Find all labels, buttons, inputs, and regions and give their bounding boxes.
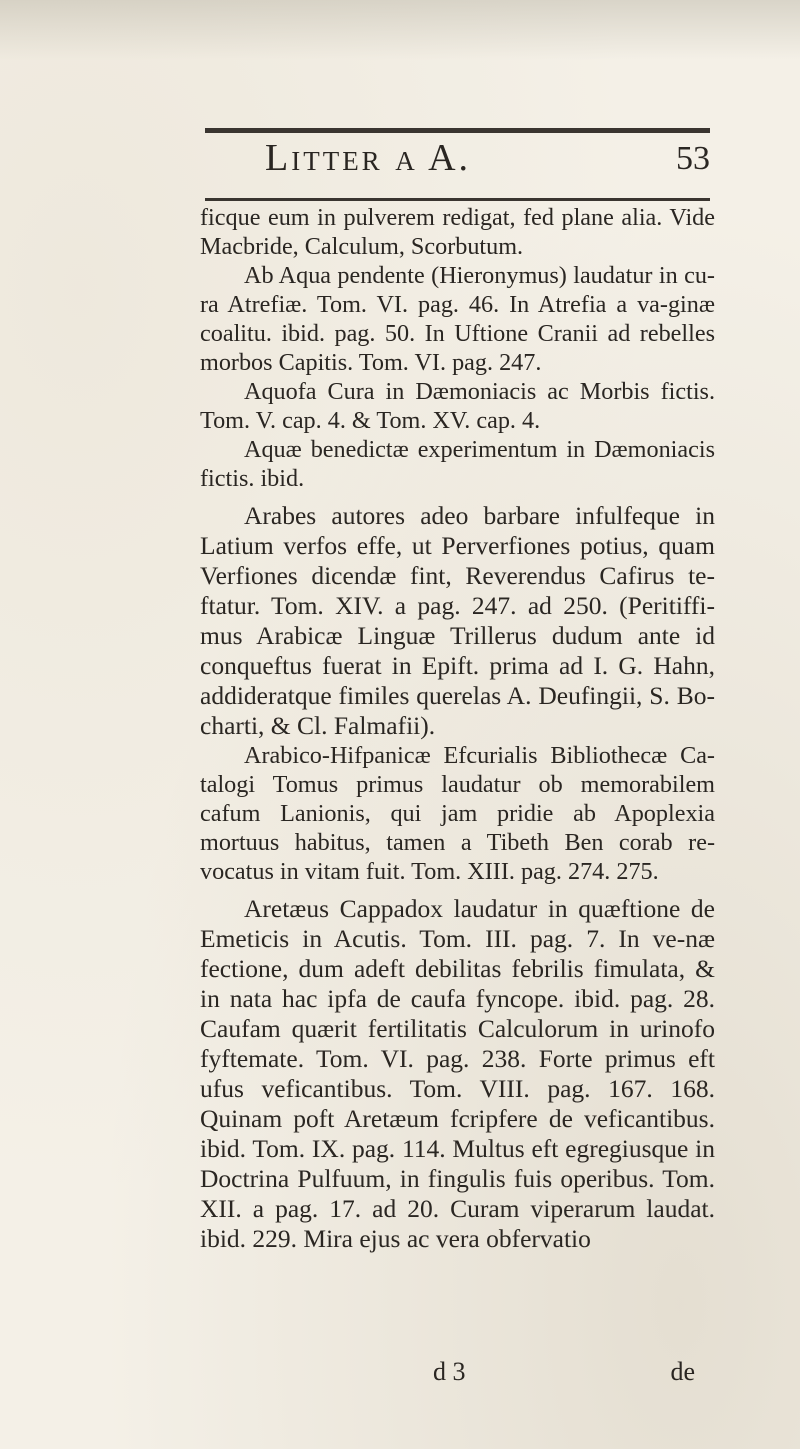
- running-title: Litter a A.: [265, 137, 472, 179]
- page-edge-shadow: [0, 0, 800, 60]
- page-number: 53: [676, 140, 710, 177]
- page-header: [205, 132, 710, 196]
- paragraph: Ab Aqua pendente (Hieronymus) laudatur in cu-ra Atrefiæ. Tom. VI. pag. 46. In Atrefia a va-ginæ coalitu. ibid. pag. 50. In Uftione Cranii ad rebelles morbos Capitis. Tom. VI. pag. 247.: [200, 262, 715, 376]
- paragraph: Arabico-Hifpanicæ Efcurialis Bibliothecæ Ca-talogi Tomus primus laudatur ob memorabilem cafum Lanionis, qui jam pridie ab Apoplexia mortuus habitus, tamen a Tibeth Ben corab re-vocatus in vitam fuit. Tom. XIII. pag. 274. 275.: [200, 742, 715, 885]
- signature-mark: d 3: [433, 1357, 466, 1386]
- body-text: [200, 203, 715, 1254]
- header-rule-bottom: [205, 198, 710, 201]
- page-footer: [200, 1357, 715, 1387]
- paragraph: ficque eum in pulverem redigat, fed plane alia. Vide Macbride, Calculum, Scorbutum.: [200, 204, 715, 260]
- paragraph: Aquæ benedictæ experimentum in Dæmoniacis fictis. ibid.: [200, 436, 715, 492]
- paragraph: Aretæus Cappadox laudatur in quæftione de Emeticis in Acutis. Tom. III. pag. 7. In ve-næ fectione, dum adeft debilitas febrilis fimulata, & in nata hac ipfa de caufa fyncope. ibid. pag. 28. Caufam quærit fertilitatis Calculorum in urinofo fyftemate. Tom. VI. pag. 238. Forte primus eft ufus veficantibus. Tom. VIII. pag. 167. 168. Quinam poft Aretæum fcripfere de veficantibus. ibid. Tom. IX. pag. 114. Multus eft egregiusque in Doctrina Pulfuum, in fingulis fuis operibus. Tom. XII. a pag. 17. ad 20. Curam viperarum laudat. ibid. 229. Mira ejus ac vera obfervatio: [200, 894, 715, 1253]
- paragraph: Arabes autores adeo barbare infulfeque in Latium verfos effe, ut Perverfiones potius, quam Verfiones dicendæ fint, Reverendus Cafirus te-ftatur. Tom. XIV. a pag. 247. ad 250. (Peritiffi-mus Arabicæ Linguæ Trillerus dudum ante id conqueftus fuerat in Epift. prima ad I. G. Hahn, addideratque fimiles querelas A. Deufingii, S. Bo-charti, & Cl. Falmafii).: [200, 501, 715, 740]
- catchword: de: [670, 1357, 695, 1386]
- paragraph: Aquofa Cura in Dæmoniacis ac Morbis fictis. Tom. V. cap. 4. & Tom. XV. cap. 4.: [200, 378, 715, 434]
